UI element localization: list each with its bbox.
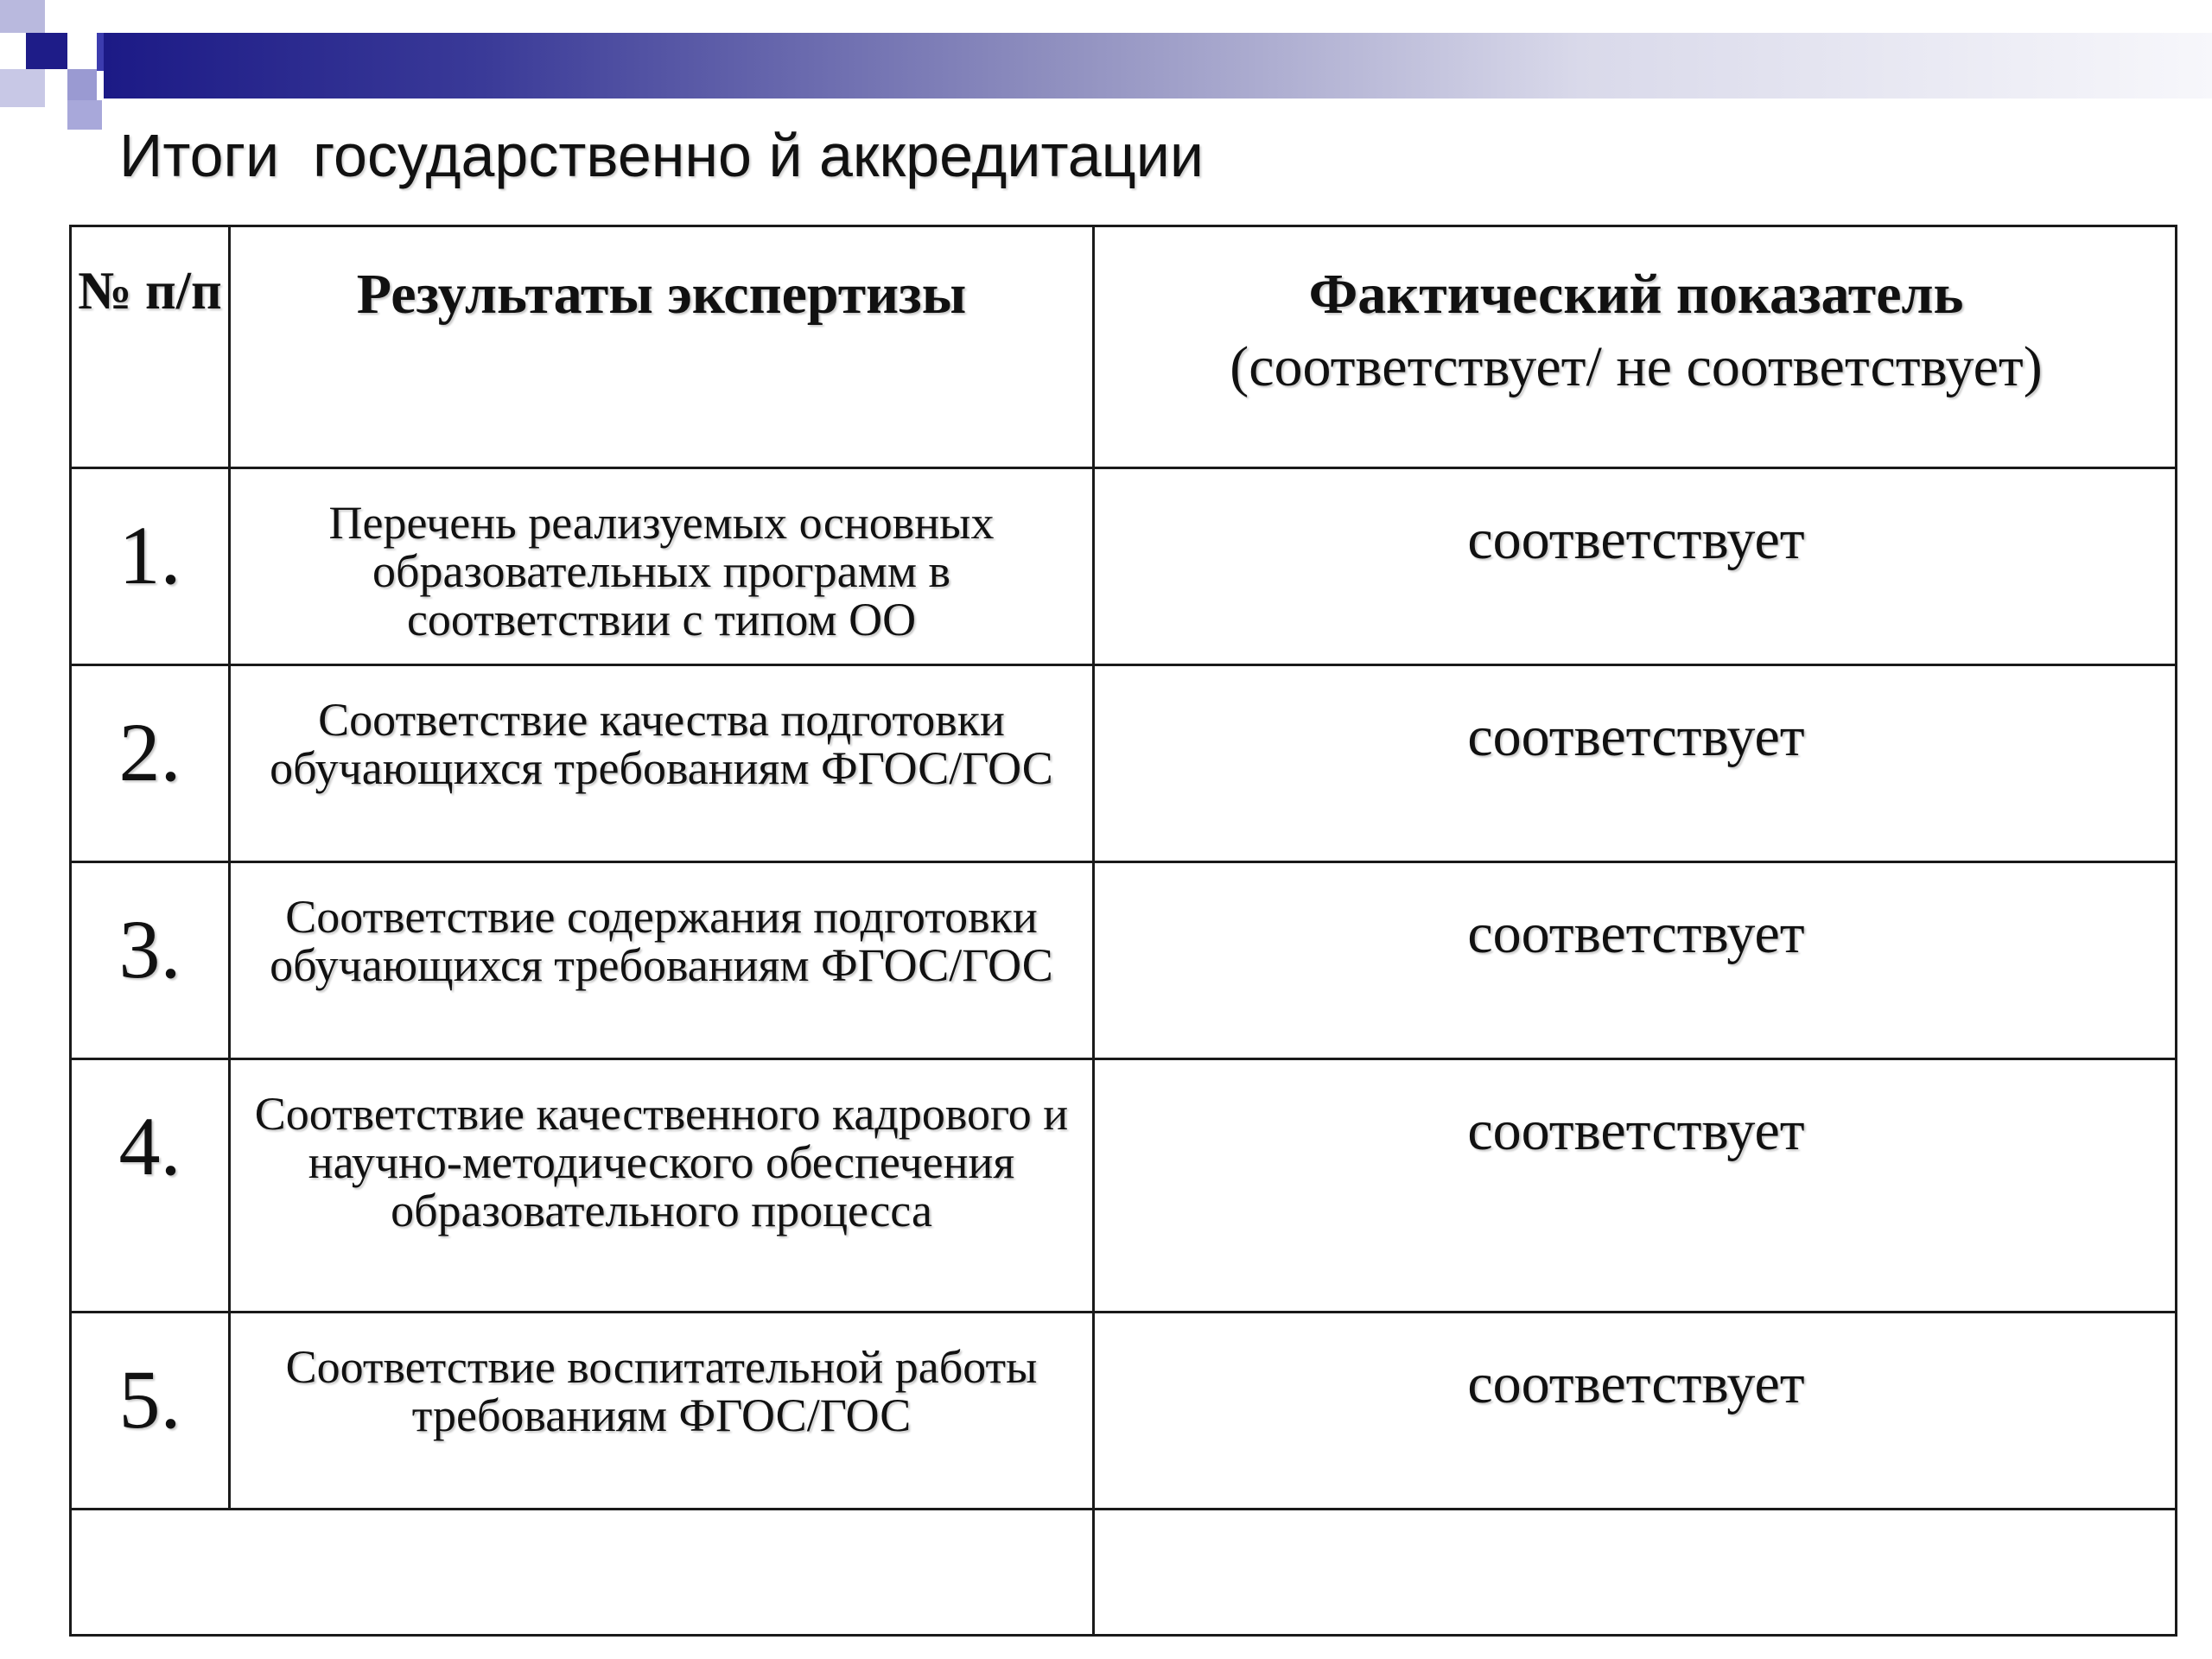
header-indicator-subtitle: (соответствует/ не соответствует): [1230, 335, 2043, 398]
row-number: 5.: [72, 1313, 231, 1508]
decor-square: [67, 69, 97, 100]
accreditation-table: [69, 225, 2177, 1637]
table-row: [72, 469, 2175, 666]
slide-title: Итоги государственно й аккредитации: [119, 122, 1204, 189]
row-result: Соответствие качества подготовки обучающихся требованиям ФГОС/ГОС: [231, 666, 1095, 861]
decor-square: [45, 0, 107, 33]
empty-cell: [72, 1510, 1095, 1634]
table-row: [72, 666, 2175, 863]
table-row: [72, 1060, 2175, 1313]
decor-square: [0, 69, 45, 107]
header-results: Результаты экспертизы: [231, 227, 1095, 467]
table-row: [72, 1313, 2175, 1510]
empty-cell: [1095, 1510, 2177, 1634]
row-number: 1.: [72, 469, 231, 664]
row-value: соответствует: [1467, 1352, 1805, 1415]
decor-square: [0, 0, 45, 33]
header-indicator: [1095, 227, 2177, 467]
gradient-header-bar: [104, 33, 2212, 99]
table-row: [72, 863, 2175, 1060]
row-value: соответствует: [1467, 902, 1805, 965]
row-result: Соответствие качественного кадрового и научно-методического обеспечения образовательного процесса: [231, 1060, 1095, 1311]
table-header-row: [72, 227, 2175, 469]
row-number: 3.: [72, 863, 231, 1058]
decor-square: [26, 33, 67, 69]
header-number: № п/п: [72, 227, 231, 467]
row-number: 4.: [72, 1060, 231, 1311]
row-result: Соответствие воспитательной работы требованиям ФГОС/ГОС: [231, 1313, 1095, 1508]
row-result: Перечень реализуемых основных образовательных программ в соответствии с типом ОО: [231, 469, 1095, 664]
row-result: Соответствие содержания подготовки обучающихся требованиям ФГОС/ГОС: [231, 863, 1095, 1058]
header-indicator-title: Фактический показатель: [1308, 263, 1964, 326]
row-number: 2.: [72, 666, 231, 861]
decor-square: [67, 100, 102, 130]
row-value: соответствует: [1467, 1099, 1805, 1162]
row-value: соответствует: [1467, 508, 1805, 571]
table-empty-row: [72, 1510, 2175, 1634]
row-value: соответствует: [1467, 705, 1805, 768]
